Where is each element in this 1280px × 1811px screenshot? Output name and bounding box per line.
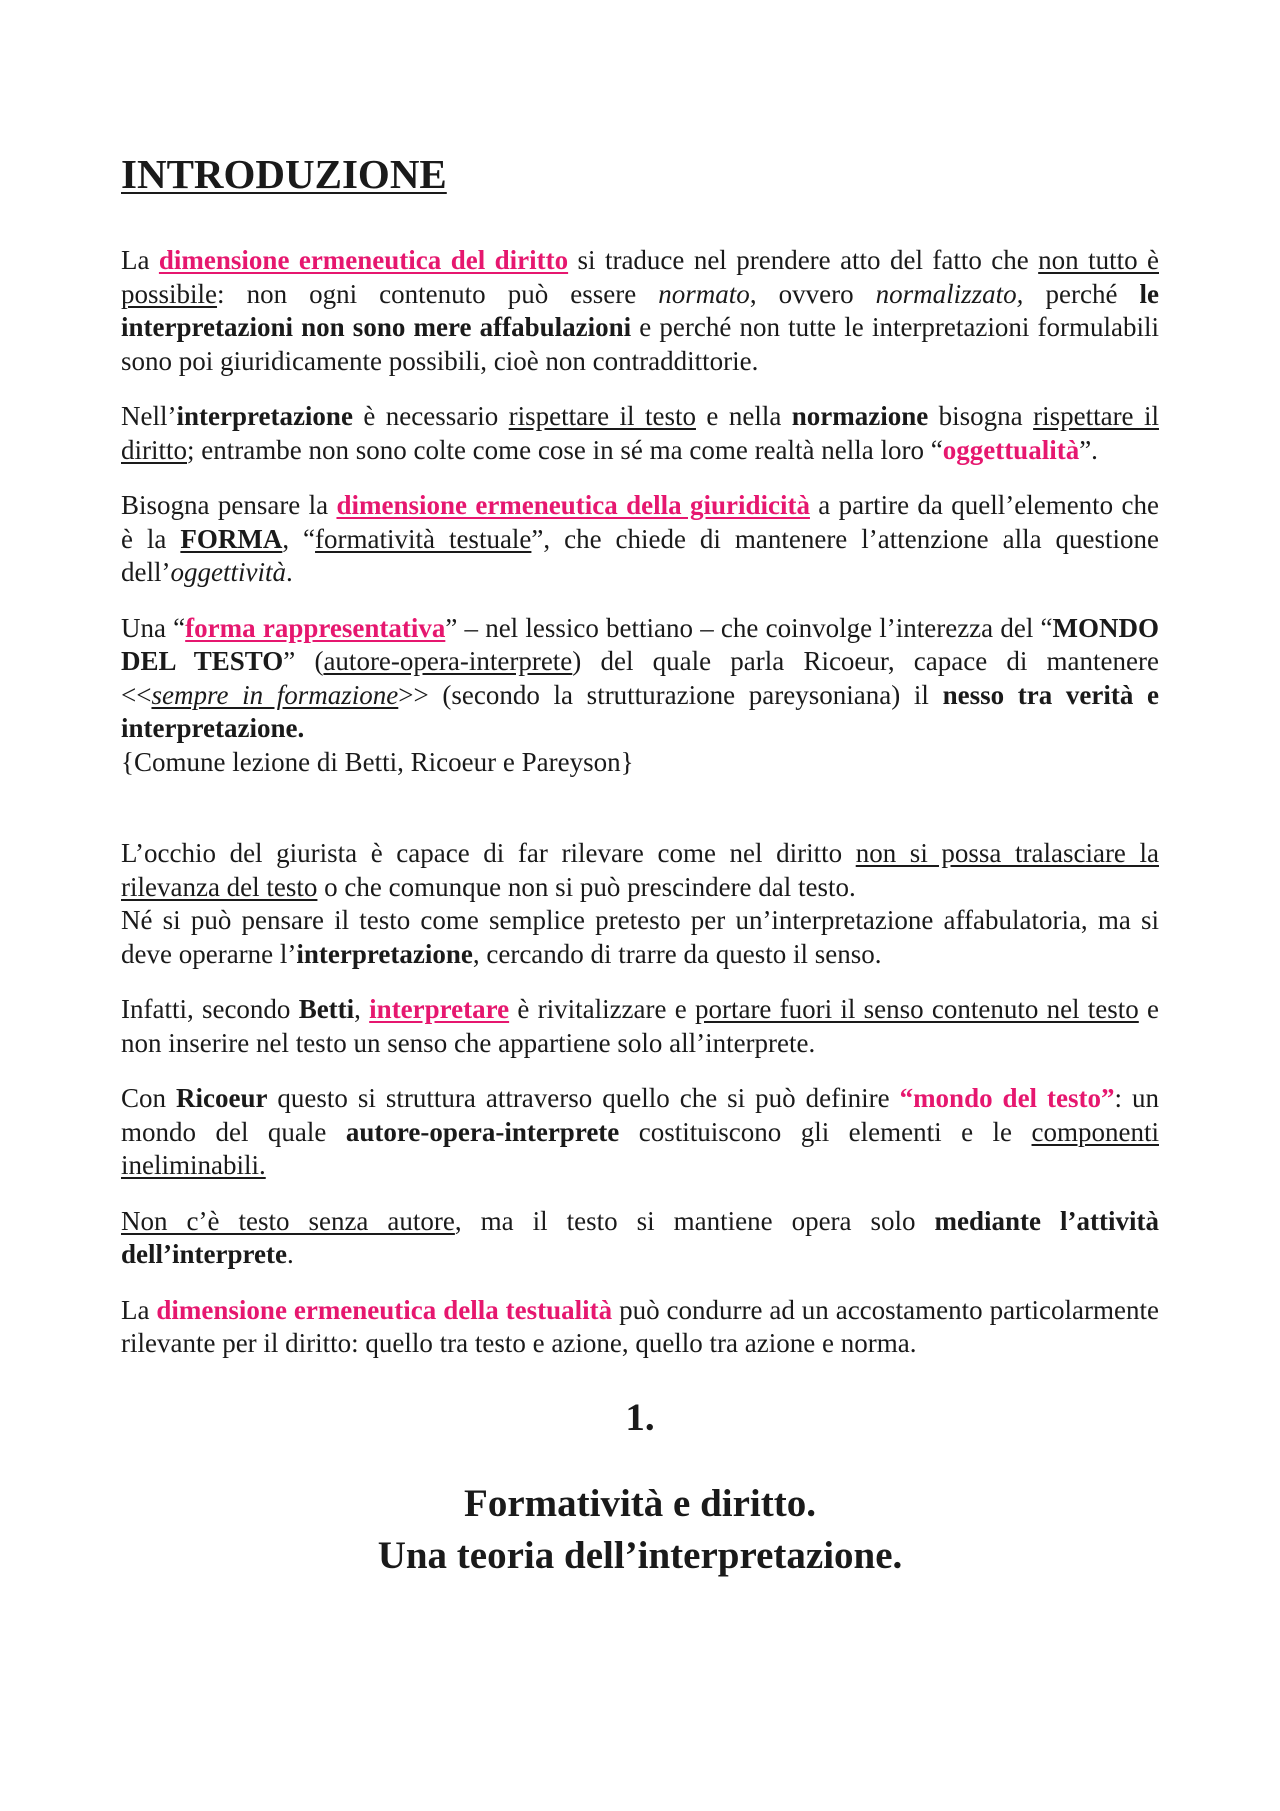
- bold-phrase: le interpretazioni non sono mere affabulazioni: [121, 278, 1159, 342]
- key-term: oggettualità: [942, 434, 1080, 465]
- key-term: dimensione ermeneutica del diritto: [158, 245, 569, 275]
- paragraph-4: Una “forma rappresentativa” – nel lessico bettiano – che coinvolge l’interezza del “MONDO DEL TESTO” (autore-opera-interprete) del quale parla Ricoeur, capace di mantenere <<sempre in formazione>> (secondo la strutturazione pareysoniana) il nesso tra verità e interpretazione.: [121, 612, 1159, 743]
- note-line: {Comune lezione di Betti, Ricoeur e Pareyson}: [121, 746, 634, 777]
- paragraph-7: Con Ricoeur questo si struttura attraverso quello che si può definire “mondo del testo”: un mondo del quale autore-opera-interprete costituiscono gli elementi e le componenti ineliminabili.: [121, 1083, 1159, 1180]
- section-title-line-2: Una teoria dell’interpretazione.: [377, 1533, 903, 1577]
- underlined-phrase: non tutto è possibile: [121, 245, 1159, 309]
- paragraph-9: La dimensione ermeneutica della testualità può condurre ad un accostamento particolarmente rilevante per il diritto: quello tra testo e azione, quello tra azione e norma.: [121, 1294, 1159, 1358]
- paragraph-2: Nell’interpretazione è necessario rispettare il testo e nella normazione bisogna rispettare il diritto; entrambe non sono colte come cose in sé ma come realtà nella loro “oggettualità”.: [121, 401, 1159, 465]
- section-title-line-1: Formatività e diritto.: [464, 1481, 816, 1525]
- key-term: dimensione ermeneutica della testualità: [156, 1294, 613, 1325]
- key-term: interpretare: [369, 994, 510, 1024]
- paragraph-1: La dimensione ermeneutica del diritto si traduce nel prendere atto del fatto che non tutto è possibile: non ogni contenuto può essere normato, ovvero normalizzato, perché le interpretazioni non sono mere affabulazioni e perché non tutte le interpretazioni formulabili sono poi giuridicamente possibili, cioè non contraddittorie.: [121, 245, 1159, 376]
- paragraph-5: L’occhio del giurista è capace di far rilevare come nel diritto non si possa tralasciare la rilevanza del testo o che comunque non si può prescindere dal testo. Né si può pensare il testo come semplice pretesto per un’interpretazione affabulatoria, ma si deve operarne l’interpretazione, cercando di trarre da questo il senso.: [121, 838, 1159, 969]
- key-term: “mondo del testo”: [899, 1083, 1115, 1113]
- paragraph-8: Non c’è testo senza autore, ma il testo si mantiene opera solo mediante l’attività dell’interprete.: [121, 1205, 1159, 1269]
- paragraph-6: Infatti, secondo Betti, interpretare è rivitalizzare e portare fuori il senso contenuto nel testo e non inserire nel testo un senso che appartiene solo all’interprete.: [121, 994, 1160, 1058]
- key-term: forma rappresentativa: [185, 612, 446, 643]
- key-term: dimensione ermeneutica della giuridicità: [336, 490, 810, 520]
- section-number: 1.: [625, 1395, 655, 1439]
- page-title: INTRODUZIONE: [121, 151, 447, 197]
- spacer: [121, 779, 1159, 837]
- paragraph-3: Bisogna pensare la dimensione ermeneutica della giuridicità a partire da quell’elemento che è la FORMA, “formatività testuale”, che chiede di mantenere l’attenzione alla questione dell’oggettività.: [121, 490, 1160, 587]
